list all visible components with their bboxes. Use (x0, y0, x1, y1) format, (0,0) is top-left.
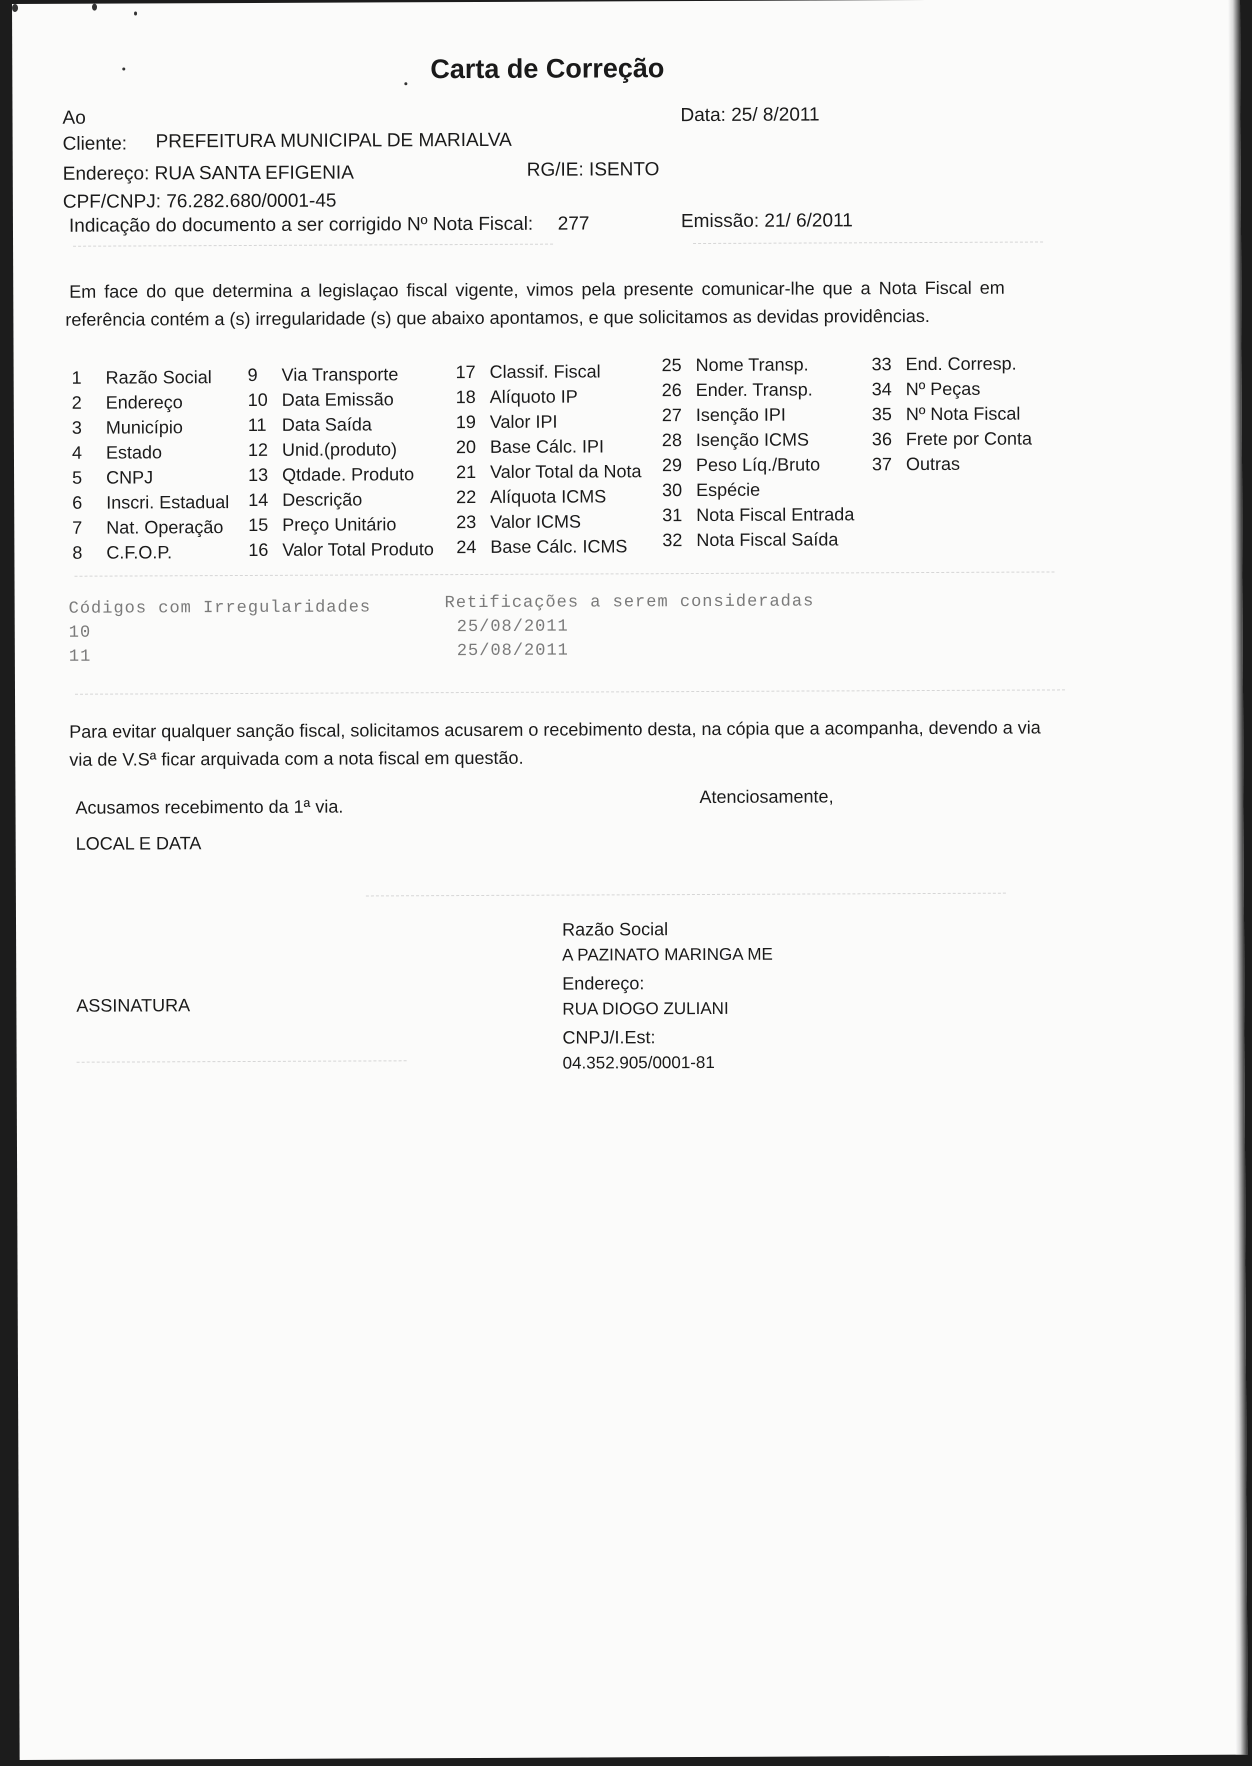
code-item (662, 352, 854, 378)
code-label: End. Corresp. (905, 353, 1017, 375)
code-item (456, 484, 642, 510)
code-number: 36 (871, 429, 892, 450)
code-number: 10 (247, 389, 268, 410)
code-label: Estado (105, 442, 163, 463)
sender-cnpj-value: 04.352.905/0001-81 (562, 1052, 715, 1073)
code-number: 6 (72, 492, 83, 513)
scan-speck (92, 4, 97, 11)
code-number: 24 (456, 536, 477, 558)
codes-header: Códigos com Irregularidades (68, 598, 372, 619)
codes-column-5 (872, 352, 1033, 478)
code-item (872, 377, 1032, 403)
code-number: 28 (661, 430, 682, 451)
data-value: 25/ 8/2011 (731, 104, 820, 126)
code-label: Frete por Conta (905, 428, 1033, 450)
code-item (248, 387, 434, 413)
code-number: 19 (455, 411, 476, 433)
code-item (456, 534, 642, 560)
divider (74, 571, 1054, 576)
code-number: 18 (455, 386, 476, 408)
closing-line-2: via de V.Sª ficar arquivada com a nota fiscal em questão. (69, 747, 524, 770)
code-label: Base Cálc. IPI (489, 436, 605, 457)
data-label: Data: (680, 104, 726, 127)
emissao-field (681, 210, 853, 233)
code-number: 20 (455, 436, 477, 458)
divider (366, 893, 1006, 897)
rgie-field (527, 159, 660, 182)
code-number: 22 (456, 486, 477, 508)
code-number: 25 (661, 355, 682, 376)
code-label: Unid.(produto) (281, 439, 398, 460)
code-item (872, 352, 1032, 378)
assinatura-label: ASSINATURA (76, 995, 191, 1016)
code-label: Isenção ICMS (695, 429, 809, 451)
codes-column-1 (72, 365, 230, 566)
code-label: Razão Social (105, 367, 212, 388)
code-label: Nat. Operação (106, 517, 224, 538)
indicacao-field (69, 213, 590, 237)
page-edge-shadow (1228, 0, 1248, 1755)
code-label: Outras (905, 453, 961, 475)
code-label: Classif. Fiscal (489, 361, 601, 382)
code-number: 37 (871, 454, 893, 475)
document-page (12, 0, 1248, 1760)
sender-endereco-value: RUA DIOGO ZULIANI (562, 998, 729, 1019)
code-label: Município (105, 417, 183, 438)
code-number: 9 (247, 364, 258, 385)
code-label: Data Saída (281, 414, 372, 435)
code-number: 11 (247, 414, 267, 435)
cpf-field (63, 191, 337, 214)
code-number: 8 (72, 542, 83, 563)
divider (693, 242, 1043, 245)
code-label: Peso Líq./Bruto (695, 454, 821, 476)
code-item (72, 440, 229, 466)
code-label: Valor IPI (489, 411, 558, 432)
sender-razao-label: Razão Social (562, 919, 669, 940)
code-item (248, 487, 434, 513)
code-item (72, 415, 229, 441)
code-label: Valor ICMS (490, 511, 581, 532)
code-number: 5 (72, 467, 83, 488)
code-item (662, 402, 854, 428)
irregularity-retif: 25/08/2011 (456, 641, 569, 662)
code-item (248, 537, 434, 563)
codes-column-2 (248, 362, 434, 563)
code-label: Ender. Transp. (695, 379, 813, 401)
data-field (680, 104, 819, 127)
code-number: 4 (71, 442, 83, 463)
sender-cnpj-label: CNPJ/I.Est: (562, 1027, 656, 1048)
code-label: Alíquota ICMS (490, 486, 607, 507)
code-label: Valor Total da Nota (490, 461, 642, 482)
code-number: 23 (456, 511, 477, 533)
page-title: Carta de Correção (430, 53, 665, 85)
scan-speck (122, 68, 125, 71)
code-item (248, 412, 434, 438)
code-item (456, 384, 642, 410)
endereco-label: Endereço: (62, 163, 150, 185)
ao-label: Ao (62, 107, 86, 129)
code-label: Descrição (282, 489, 363, 510)
code-label: Isenção IPI (695, 404, 786, 426)
code-number: 2 (71, 392, 82, 413)
code-number: 34 (871, 379, 892, 400)
code-number: 31 (662, 505, 683, 526)
code-label: Endereço (105, 392, 183, 413)
code-label: Alíquoto IP (489, 386, 578, 407)
code-item (72, 465, 229, 491)
code-item (456, 509, 642, 535)
local-data-label: LOCAL E DATA (75, 833, 202, 854)
code-item (72, 540, 229, 566)
signature-line (77, 1060, 407, 1062)
code-item (456, 434, 642, 460)
irregularity-retif: 25/08/2011 (456, 617, 569, 638)
codes-column-4 (662, 352, 855, 553)
code-label: Nº Peças (905, 378, 981, 400)
code-item (72, 490, 229, 516)
code-number: 7 (72, 517, 83, 538)
irregularity-code: 11 (68, 647, 92, 667)
code-label: CNPJ (106, 467, 154, 488)
intro-line-1: Em face do que determina a legislaçao fiscal vigente, vimos pela presente comunicar-lhe que a Nota Fiscal em (69, 277, 1005, 302)
code-label: Qtdade. Produto (282, 464, 415, 485)
code-number: 33 (871, 354, 892, 375)
code-label: Inscri. Estadual (106, 492, 230, 513)
code-number: 27 (661, 405, 682, 426)
cliente-value: PREFEITURA MUNICIPAL DE MARIALVA (155, 129, 512, 153)
atenciosamente-text: Atenciosamente, (699, 786, 834, 808)
code-item (872, 402, 1032, 428)
code-label: Via Transporte (281, 364, 399, 385)
endereco-field (63, 163, 354, 186)
code-number: 12 (247, 439, 269, 460)
code-label: Nota Fiscal Entrada (696, 504, 855, 526)
recebimento-text: Acusamos recebimento da 1ª via. (75, 796, 344, 818)
code-item (248, 437, 434, 463)
divider (73, 244, 553, 247)
code-number: 32 (662, 530, 683, 551)
code-item (872, 452, 1032, 478)
code-item (662, 477, 854, 503)
code-number: 3 (71, 417, 82, 438)
code-label: C.F.O.P. (106, 542, 173, 563)
rgie-value: ISENTO (588, 159, 660, 181)
codes-column-3 (456, 359, 642, 560)
code-number: 17 (455, 361, 476, 383)
code-item (248, 462, 434, 488)
divider (75, 689, 1065, 694)
cpf-label: CPF/CNPJ: (62, 191, 162, 213)
scan-speck (404, 82, 407, 85)
code-label: Valor Total Produto (282, 539, 434, 560)
code-item (662, 377, 854, 403)
code-number: 14 (248, 489, 269, 510)
code-number: 1 (71, 367, 82, 388)
code-number: 21 (456, 461, 477, 483)
code-item (248, 362, 434, 388)
code-item (662, 452, 854, 478)
code-item (662, 427, 854, 453)
code-number: 30 (662, 480, 683, 501)
rgie-label: RG/IE: (526, 159, 584, 181)
cpf-value: 76.282.680/0001-45 (166, 190, 337, 213)
code-item (248, 512, 434, 538)
indicacao-label: Indicação do documento a ser corrigido Nº Nota Fiscal: (68, 213, 534, 237)
irregularity-code: 10 (68, 623, 92, 643)
scan-speck (12, 4, 18, 12)
code-label: Nota Fiscal Saída (696, 529, 839, 551)
retif-header: Retificações a serem consideradas (444, 592, 815, 614)
cliente-label: Cliente: (62, 133, 128, 155)
code-number: 29 (661, 455, 683, 476)
code-number: 35 (871, 404, 892, 425)
intro-line-2: referência contém a (s) irregularidade (s) que abaixo apontamos, e que solicitamos as devidas providências. (65, 305, 930, 330)
scan-speck (134, 11, 137, 15)
code-number: 16 (248, 539, 269, 560)
code-item (72, 365, 229, 391)
code-label: Nome Transp. (695, 354, 809, 376)
code-item (456, 359, 642, 385)
nota-value: 277 (557, 213, 590, 235)
sender-endereco-label: Endereço: (562, 973, 645, 994)
closing-line-1: Para evitar qualquer sanção fiscal, solicitamos acusarem o recebimento desta, na cópia que a acompanha, devendo a via (69, 717, 1041, 742)
sender-razao-value: A PAZINATO MARINGA ME (562, 944, 773, 965)
code-label: Preço Unitário (282, 514, 397, 535)
code-label: Nº Nota Fiscal (905, 403, 1021, 425)
code-item (456, 459, 642, 485)
endereco-value: RUA SANTA EFIGENIA (154, 162, 354, 185)
code-item (662, 502, 854, 528)
code-label: Espécie (696, 479, 761, 501)
code-number: 13 (248, 464, 269, 485)
emissao-label: Emissão: (680, 210, 760, 233)
code-item (72, 515, 229, 541)
code-label: Base Cálc. ICMS (490, 536, 628, 557)
code-item (662, 527, 854, 553)
code-item (72, 390, 229, 416)
code-item (456, 409, 642, 435)
code-item (872, 427, 1032, 453)
emissao-value: 21/ 6/2011 (764, 210, 853, 232)
code-number: 15 (248, 514, 269, 535)
code-label: Data Emissão (281, 389, 394, 410)
code-number: 26 (661, 380, 682, 401)
